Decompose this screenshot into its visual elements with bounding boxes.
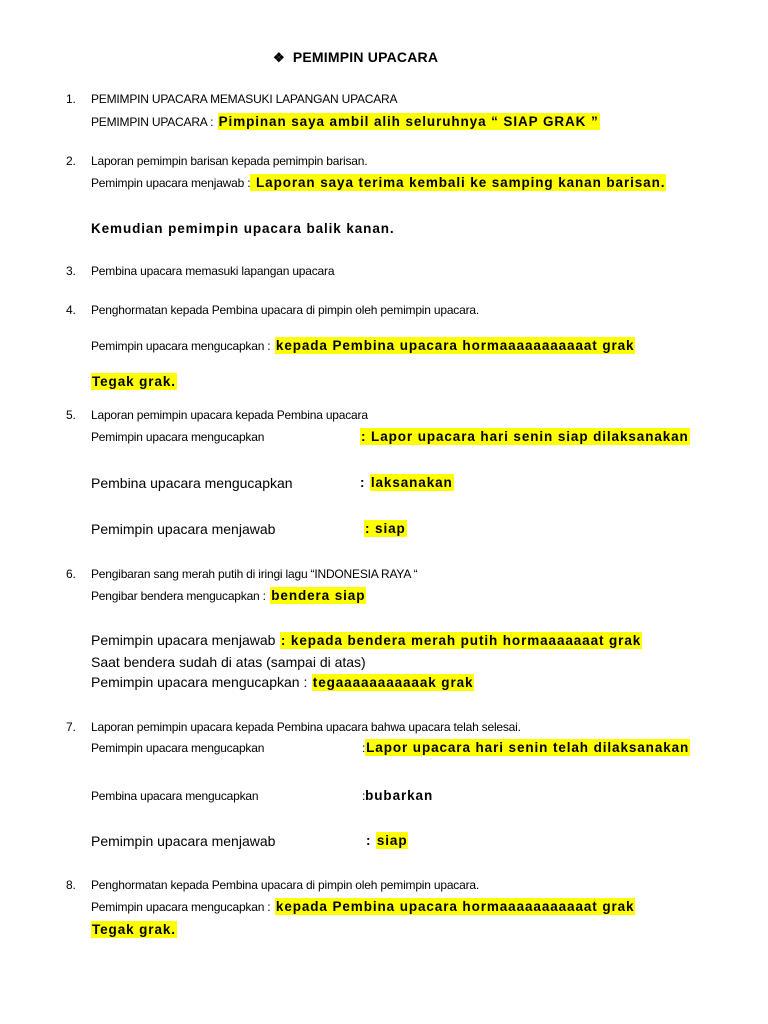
speech-line	[360, 428, 690, 446]
item-heading: Laporan pemimpin upacara kepada Pembina upacara bahwa upacara telah selesai.	[91, 720, 521, 734]
speech-line	[91, 898, 635, 916]
speech-colon: :	[362, 741, 366, 755]
item-heading: Laporan pemimpin upacara kepada Pembina upacara	[91, 408, 368, 422]
speaker-label: Pemimpin upacara mengucapkan :	[91, 674, 308, 690]
item-number: 4.	[66, 303, 76, 317]
speaker-label: Pemimpin upacara menjawab	[91, 632, 276, 648]
speech-line	[362, 787, 433, 805]
instruction-note: Kemudian pemimpin upacara balik kanan.	[91, 221, 395, 236]
speech-highlight: kepada Pembina upacara hormaaaaaaaaaaat grak	[275, 899, 635, 914]
speech-line	[360, 474, 454, 492]
speech-highlight: laksanakan	[370, 475, 453, 490]
speech-highlight: Pimpinan saya ambil alih seluruhnya “ SIAP GRAK ”	[218, 114, 599, 129]
speaker-label: Pengibar bendera mengucapkan :	[91, 589, 266, 603]
item-number: 2.	[66, 154, 76, 168]
speech-colon: :	[362, 789, 366, 803]
speech-highlight: tegaaaaaaaaaaak grak	[312, 675, 474, 690]
item-heading: Penghormatan kepada Pembina upacara di pimpin oleh pemimpin upacara.	[91, 303, 479, 317]
speech-highlight: kepada Pembina upacara hormaaaaaaaaaaat grak	[275, 338, 635, 353]
speech-highlight: siap	[376, 833, 408, 848]
item-number: 5.	[66, 408, 76, 422]
speech-colon: :	[360, 475, 366, 490]
speaker-label: Pemimpin upacara mengucapkan	[91, 741, 265, 755]
speech-line	[91, 632, 642, 650]
speaker-label: Pemimpin upacara mengucapkan	[91, 430, 265, 444]
item-heading: Laporan pemimpin barisan kepada pemimpin barisan.	[91, 154, 368, 168]
speech-highlight: : kepada bendera merah putih hormaaaaaaat grak	[280, 633, 642, 648]
item-number: 8.	[66, 878, 76, 892]
speech-highlight: Tegak grak.	[92, 922, 176, 937]
speech-highlight: : Lapor upacara hari senin siap dilaksanakan	[361, 429, 689, 444]
page-title	[273, 49, 438, 66]
speech-colon: :	[366, 833, 372, 848]
item-number: 3.	[66, 264, 76, 278]
speech-line	[91, 174, 666, 192]
page-title-text: PEMIMPIN UPACARA	[292, 49, 439, 65]
speaker-label: Pemimpin upacara menjawab :	[91, 176, 251, 190]
speaker-label: Pemimpin upacara mengucapkan :	[91, 900, 271, 914]
speech-line	[362, 739, 690, 757]
item-number: 6.	[66, 567, 76, 581]
speech-line	[91, 113, 600, 131]
speech-bold: bubarkan	[365, 788, 434, 803]
speech-line	[366, 832, 408, 850]
instruction-text: Saat bendera sudah di atas (sampai di atas)	[91, 654, 366, 670]
speech-line	[91, 337, 635, 355]
speech-highlight: Lapor upacara hari senin telah dilaksanakan	[366, 740, 690, 755]
speech-highlight: Tegak grak.	[92, 374, 176, 389]
speaker-label: Pembina upacara mengucapkan	[91, 789, 259, 803]
item-heading: Pengibaran sang merah putih di iringi lagu “INDONESIA RAYA “	[91, 567, 418, 581]
item-number: 1.	[66, 92, 76, 106]
item-heading: PEMIMPIN UPACARA MEMASUKI LAPANGAN UPACARA	[91, 92, 398, 106]
speech-line	[91, 373, 177, 391]
speech-line	[91, 587, 366, 605]
item-heading: Penghormatan kepada Pembina upacara di pimpin oleh pemimpin upacara.	[91, 878, 479, 892]
speech-line	[91, 921, 177, 939]
speaker-label: Pemimpin upacara menjawab	[91, 521, 276, 537]
diamond-bullet-icon: ❖	[273, 50, 285, 65]
item-heading: Pembina upacara memasuki lapangan upacara	[91, 264, 335, 278]
speech-line	[91, 674, 474, 692]
speaker-label: PEMIMPIN UPACARA :	[91, 115, 214, 129]
speaker-label: Pemimpin upacara menjawab	[91, 833, 276, 849]
speaker-label: Pembina upacara mengucapkan	[91, 475, 293, 491]
speech-highlight: : siap	[365, 521, 406, 536]
speech-highlight: bendera siap	[271, 588, 366, 603]
speaker-label: Pemimpin upacara mengucapkan :	[91, 339, 271, 353]
speech-line	[364, 520, 407, 538]
speech-highlight: Laporan saya terima kembali ke samping kanan barisan.	[251, 175, 666, 190]
item-number: 7.	[66, 720, 76, 734]
